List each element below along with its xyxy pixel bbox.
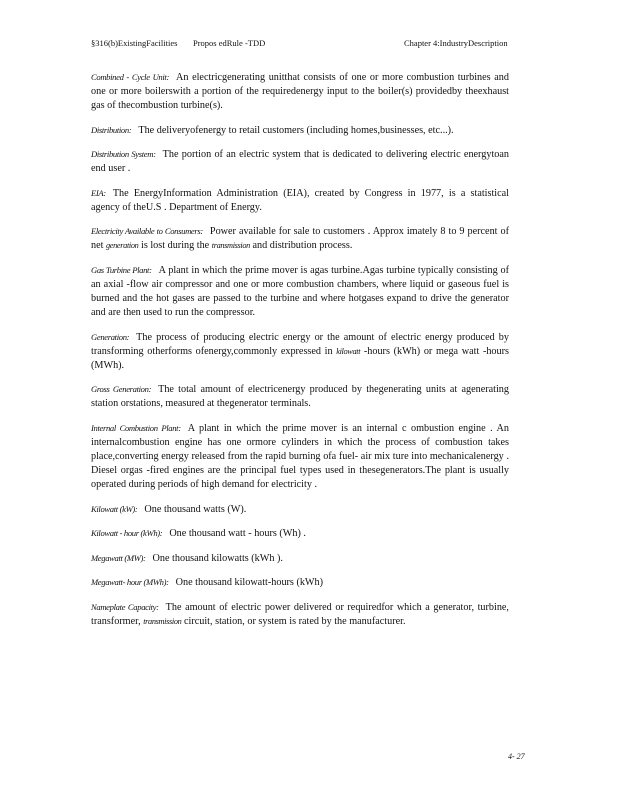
- glossary-entry: [91, 600, 509, 629]
- definition: circuit, station, or system is rated by the manufacturer.: [181, 615, 406, 627]
- term-electricity-available-to-consumers: Electricity Available to Consumers:: [91, 226, 203, 237]
- glossary-entry: [91, 421, 509, 492]
- definition: A plant in which the prime mover is an internal c ombustion engine . An internalcombustion engine has one ormore cylinders in which the process of combustion takes place,converting energy released from the rapid burning ofa fuel- air mix ture into mechanicalenergy . Diesel orgas -fired engines are the principal fuel types used in thesegenerators.The plant is usually operated during periods of high demand for electricity .: [91, 422, 510, 491]
- header-document-title: Propos edRule -TDD: [193, 38, 266, 48]
- term-generation: Generation:: [91, 331, 130, 342]
- glossary-entry: [91, 186, 509, 215]
- glossary-entry: [91, 382, 509, 411]
- glossary-entry: [91, 263, 509, 320]
- definition: One thousand kilowatts (kWh ).: [152, 552, 283, 564]
- glossary-entry: [91, 70, 509, 113]
- definition: A plant in which the prime mover is agas turbine.Agas turbine typically consisting of an axial -flow air compressor and one or more combustion chambers, where liquid or gaseous fuel is burned and the hot gases are passed to the turbine and where hotgases expand to drive the generator and are then used to run the compressor.: [91, 264, 509, 319]
- definition-italic-term: generation: [106, 241, 139, 251]
- definition: The process of producing electric energy or the amount of electric energy produced by transforming otherforms ofenergy,commonly expressed in: [91, 331, 509, 357]
- term-distribution: Distribution:: [91, 124, 132, 135]
- definition-italic-term: kilowatt: [336, 346, 361, 356]
- page-number: 4- 27: [508, 752, 525, 761]
- glossary-entry: [91, 123, 509, 138]
- glossary-entry: [91, 502, 509, 517]
- definition: -hours (kWh) or mega watt -hours (MWh).: [91, 345, 509, 371]
- definition-italic-term: transmission: [211, 241, 250, 251]
- term-combined-cycle-unit: Combined - Cycle Unit:: [91, 72, 169, 82]
- definition: The EnergyInformation Administration (EIA), created by Congress in 1977, is a statistical agency of theU.S . Department of Energy.: [91, 187, 509, 213]
- header-section: §316(b)ExistingFacilities: [91, 38, 178, 48]
- term-kilowatt: Kilowatt (kW):: [91, 503, 138, 514]
- term-eia: EIA:: [91, 187, 106, 198]
- definition: One thousand kilowatt-hours (kWh): [175, 577, 324, 589]
- term-distribution-system: Distribution System:: [91, 149, 156, 160]
- definition: An electricgenerating unitthat consists of one or more combustion turbines and one or more boilerswith a portion of the requiredenergy input to the boiler(s) providedby theexhaust gas of thecombustion turbine(s).: [91, 72, 509, 112]
- glossary-entry: [91, 575, 509, 590]
- term-nameplate-capacity: Nameplate Capacity:: [91, 601, 159, 612]
- term-internal-combustion-plant: Internal Combustion Plant:: [91, 422, 181, 433]
- definition: The deliveryofenergy to retail customers (including homes,businesses, etc...).: [138, 124, 454, 136]
- term-gas-turbine-plant: Gas Turbine Plant:: [91, 264, 152, 275]
- glossary-entry: [91, 526, 509, 541]
- definition: The portion of an electric system that is dedicated to delivering electric energytoan end user .: [91, 149, 509, 175]
- glossary-entry: [91, 551, 509, 566]
- definition: One thousand watts (W).: [144, 503, 247, 515]
- definition: is lost during the: [138, 240, 212, 252]
- term-gross-generation: Gross Generation:: [91, 384, 152, 395]
- glossary-entry: [91, 330, 509, 373]
- term-megawatt-hour: Megawatt- hour (MWh):: [91, 577, 169, 588]
- definition: Power available for sale to customers . Approx imately 8 to 9 percent of net: [91, 226, 510, 252]
- glossary-entry: [91, 147, 509, 176]
- definition: One thousand watt - hours (Wh) .: [169, 528, 306, 540]
- definition: The amount of electric power delivered or requiredfor which a generator, turbine, transformer,: [91, 601, 509, 627]
- glossary-entry: [91, 224, 509, 253]
- term-kilowatt-hour: Kilowatt - hour (kWh):: [91, 528, 163, 539]
- definition: The total amount of electricenergy produced by thegenerating units at agenerating station orstations, measured at thegenerator terminals.: [91, 384, 509, 410]
- header-chapter: Chapter 4:IndustryDescription: [404, 38, 508, 48]
- definition-italic-term: transmission: [143, 616, 182, 626]
- glossary-body: [91, 70, 509, 638]
- definition: and distribution process.: [249, 240, 353, 252]
- term-megawatt: Megawatt (MW):: [91, 552, 146, 563]
